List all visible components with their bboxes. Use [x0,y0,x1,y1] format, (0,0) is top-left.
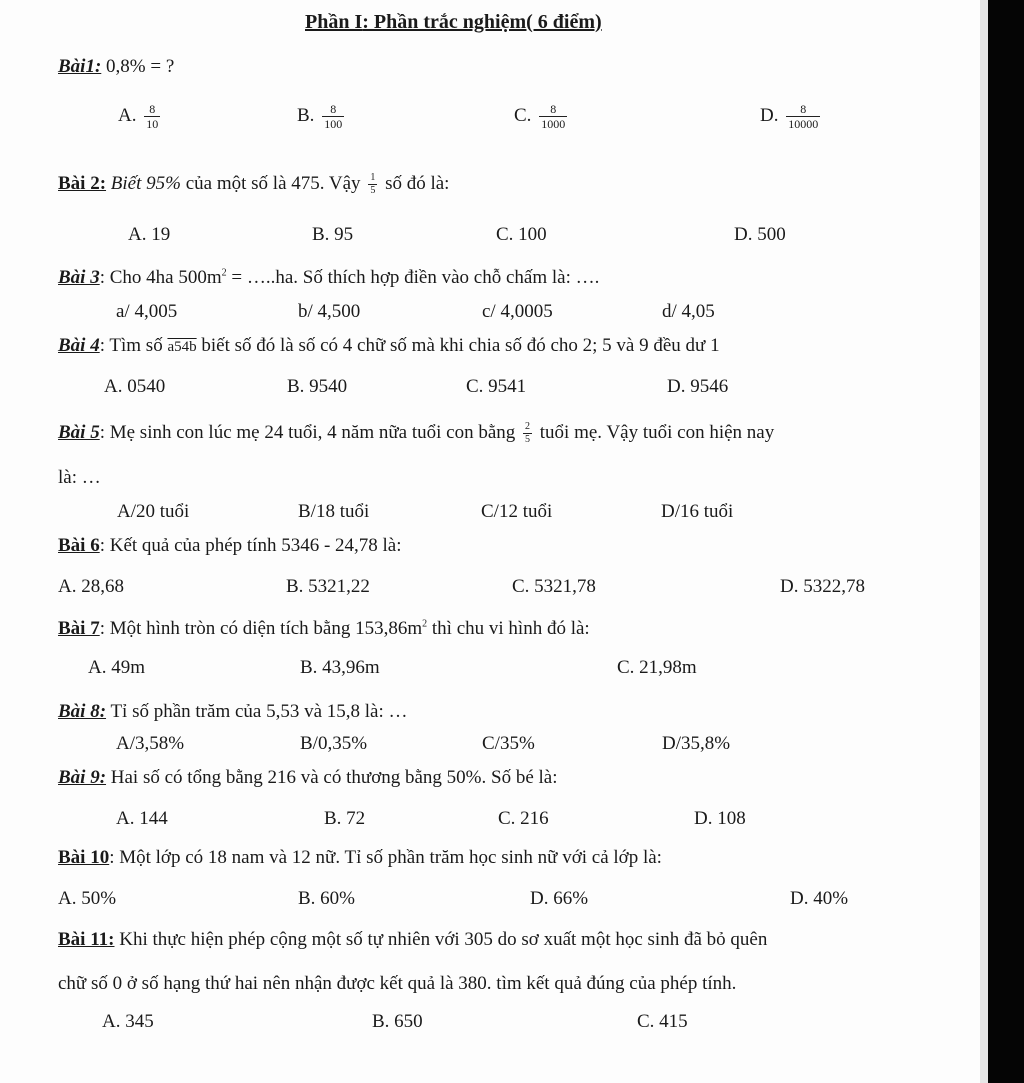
question-4-option-d: D. 9546 [667,376,729,397]
question-8: Bài 8: Tỉ số phần trăm của 5,53 và 15,8 là: … [58,701,408,722]
question-9-option-a: A. 144 [116,808,168,829]
question-9-option-c: C. 216 [498,808,549,829]
question-3-option-c: c/ 4,0005 [482,301,553,322]
page-edge-shadow [980,0,988,1083]
question-8-option-b: B/0,35% [300,733,368,754]
question-7: Bài 7: Một hình tròn có diện tích bằng $153,86m^2$ thì chu vi hình đó là: [58,618,590,639]
question-11-option-c: C. 415 [637,1011,688,1032]
question-2-label: Bài 2: [58,173,107,194]
question-6-option-a: A. 28,68 [58,576,124,597]
question-5: Bài 5: Mẹ sinh con lúc mẹ 24 tuổi, 4 năm nữa tuổi con bằng $\frac{2}{5}$ tuổi mẹ. Vậy tuổi con hiện nay [58,421,775,446]
question-11-continuation: chữ số 0 ở số hạng thứ hai nên nhận được kết quả là 380. tìm kết quả đúng của phép tính. [58,973,737,994]
question-10: Bài 10: Một lớp có 18 nam và 12 nữ. Tỉ số phần trăm học sinh nữ với cả lớp là: [58,847,662,868]
question-6: Bài 6: Kết quả của phép tính 5346 - 24,78 là: [58,535,402,556]
question-8-label: Bài 8: [58,701,107,722]
question-1-option-a: A. $\frac{8}{10}$ [118,102,159,131]
question-3-option-b: b/ 4,500 [298,301,361,322]
question-8-option-d: D/35,8% [662,733,731,754]
question-7-label: Bài 7 [58,618,100,639]
question-2-option-a: A. 19 [128,224,171,245]
question-6-option-d: D. 5322,78 [780,576,865,597]
question-9: Bài 9: Hai số có tổng bằng 216 và có thương bằng 50%. Số bé là: [58,767,558,788]
question-11-option-b: B. 650 [372,1011,423,1032]
question-5-label: Bài 5 [58,422,100,443]
question-9-option-b: B. 72 [324,808,366,829]
question-10-option-c: D. 66% [530,888,589,909]
question-4-option-a: A. 0540 [104,376,166,397]
question-5-option-b: B/18 tuổi [298,501,370,522]
question-1-text: 0,8% = ? [106,56,175,77]
question-10-label: Bài 10 [58,847,110,868]
question-5-continuation: là: … [58,467,101,488]
question-1-label: Bài1: [58,56,102,77]
question-6-option-c: C. 5321,78 [512,576,596,597]
question-1-option-b: B. $\frac{8}{100}$ [297,102,343,131]
question-1-option-d: D. $\frac{8}{10000}$ [760,102,819,131]
question-5-option-d: D/16 tuổi [661,501,734,522]
question-8-option-a: A/3,58% [116,733,185,754]
question-3-option-a: a/ 4,005 [116,301,178,322]
question-4-option-c: C. 9541 [466,376,527,397]
question-5-option-a: A/20 tuổi [117,501,190,522]
question-9-option-d: D. 108 [694,808,746,829]
question-2: Bài 2: Biết 95% của một số là 475. Vậy $\frac{1}{5}$ số đó là: [58,172,450,197]
question-2-option-c: C. 100 [496,224,547,245]
right-dark-border [988,0,1024,1083]
question-10-option-d: D. 40% [790,888,849,909]
question-6-label: Bài 6 [58,535,100,556]
question-3: Bài 3: Cho 4ha $500m^2$ = …..ha. Số thích hợp điền vào chỗ chấm là: …. [58,267,600,288]
question-10-option-a: A. 50% [58,888,117,909]
question-11: Bài 11: Khi thực hiện phép cộng một số tự nhiên với 305 do sơ xuất một học sinh đã bỏ quên [58,929,768,950]
question-5-option-c: C/12 tuổi [481,501,553,522]
question-7-option-a: A. 49m [88,657,145,678]
question-11-label: Bài 11: [58,929,115,950]
page-title: Phần I: Phần trắc nghiệm( 6 điểm) [305,11,602,33]
question-3-option-d: d/ 4,05 [662,301,715,322]
question-11-option-a: A. 345 [102,1011,154,1032]
question-6-option-b: B. 5321,22 [286,576,370,597]
question-4-label: Bài 4 [58,335,100,356]
question-3-label: Bài 3 [58,267,100,288]
question-4: Bài 4: Tìm số a54b biết số đó là số có 4 chữ số mà khi chia số đó cho 2; 5 và 9 đều dư 1 [58,335,720,356]
question-2-option-d: D. 500 [734,224,786,245]
question-7-option-c: C. 21,98m [617,657,697,678]
question-7-option-b: B. 43,96m [300,657,380,678]
question-1 [58,55,174,79]
question-10-option-b: B. 60% [298,888,355,909]
question-4-option-b: B. 9540 [287,376,348,397]
question-2-option-b: B. 95 [312,224,354,245]
question-1-option-c: C. $\frac{8}{1000}$ [514,102,566,131]
question-9-label: Bài 9: [58,767,107,788]
question-8-option-c: C/35% [482,733,535,754]
